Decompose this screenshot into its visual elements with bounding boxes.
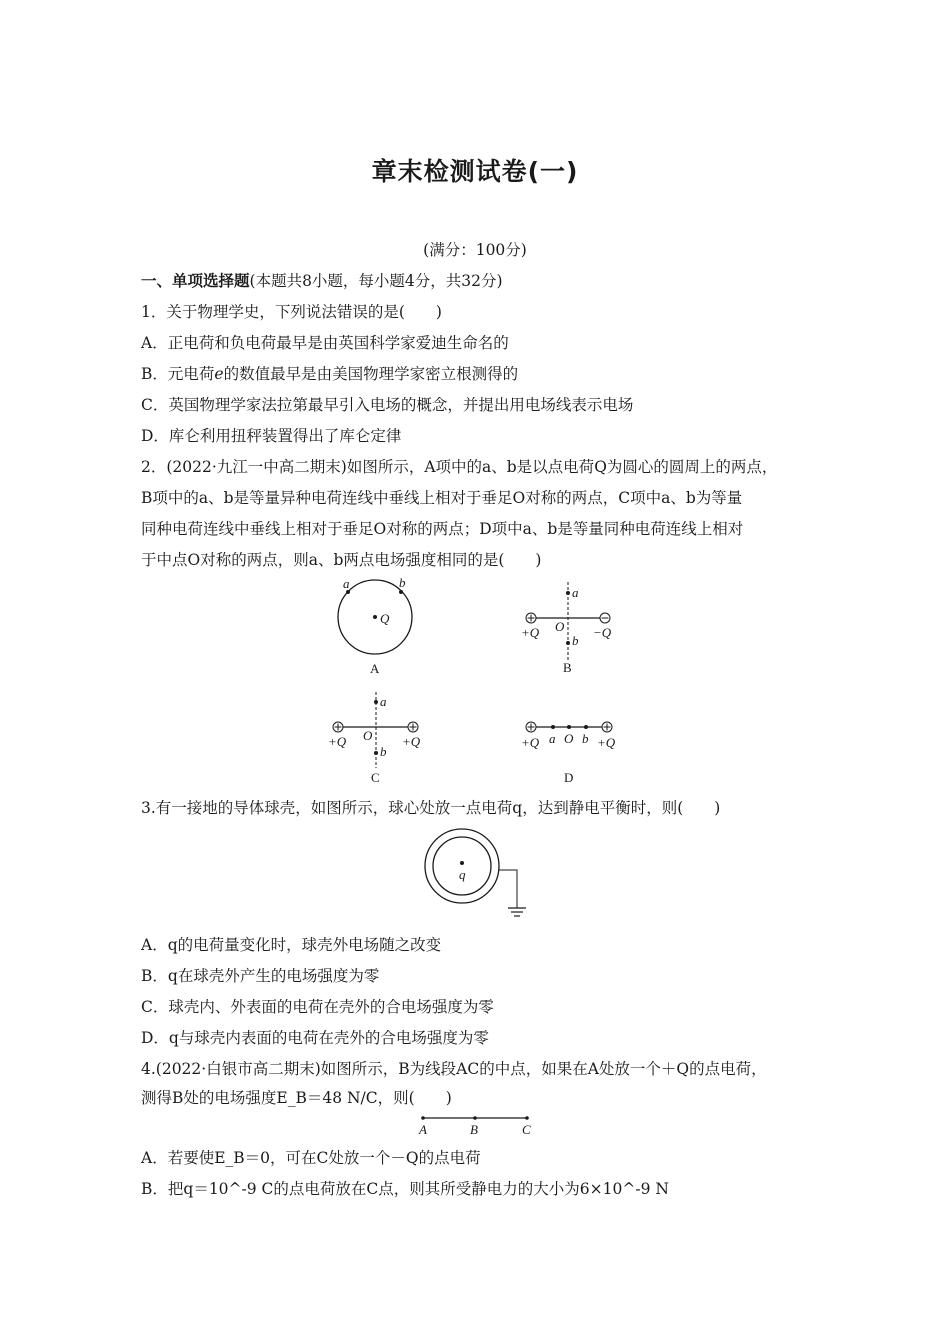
label-q: Q <box>380 611 390 626</box>
label-o: O <box>363 728 373 743</box>
label-b: b <box>572 633 579 648</box>
label-o: O <box>564 731 574 746</box>
q1-option-a: A．正电荷和负电荷最早是由英国科学家爱迪生命名的 <box>141 334 509 352</box>
point-a <box>421 1116 425 1120</box>
point-q <box>373 615 377 619</box>
point-charge <box>460 861 464 865</box>
label-left-charge: +Q <box>521 735 540 750</box>
label-q: q <box>459 867 466 882</box>
section-title: 一、单项选择题 <box>141 272 250 290</box>
q1-option-d: D．库仑利用扭秤装置得出了库仑定律 <box>141 427 402 445</box>
q1-b-post: 的数值最早是由美国物理学家密立根测得的 <box>223 365 519 383</box>
q4-stem-line2: 测得B处的电场强度E_B＝48 N/C，则( ) <box>141 1089 452 1107</box>
label-a: a <box>343 576 350 591</box>
q1-stem: 1．关于物理学史，下列说法错误的是( ) <box>141 303 442 321</box>
label-c: C <box>522 1122 531 1137</box>
q2-stem-line3: 同种电荷连线中垂线上相对于垂足O对称的两点；D项中a、b是等量同种电荷连线上相对 <box>141 520 744 538</box>
q2-figure-b <box>515 580 625 680</box>
q4-stem-line1: 4.(2022·白银市高二期末)如图所示，B为线段AC的中点，如果在A处放一个＋Q的点电荷， <box>141 1060 767 1078</box>
point-a <box>566 591 570 595</box>
caption-b: B <box>563 660 572 675</box>
q3-option-a: A．q的电荷量变化时，球壳外电场随之改变 <box>141 936 442 954</box>
caption-c: C <box>371 770 380 785</box>
point-a <box>374 700 378 704</box>
section-note: (本题共8小题，每小题4分，共32分) <box>249 272 503 290</box>
ground-icon <box>508 908 526 916</box>
point-a <box>551 725 555 729</box>
point-c <box>525 1116 529 1120</box>
q3-option-b: B．q在球壳外产生的电场强度为零 <box>141 967 380 985</box>
q4-option-a: A．若要使E_B＝0，可在C处放一个－Q的点电荷 <box>141 1149 481 1167</box>
caption-d: D <box>564 770 574 785</box>
label-left-charge: +Q <box>328 734 347 749</box>
q1-b-var: e <box>214 365 224 383</box>
q2-stem-line2: B项中的a、b是等量异种电荷连线中垂线上相对于垂足O对称的两点，C项中a、b为等量 <box>141 489 743 507</box>
point-b <box>566 641 570 645</box>
q3-figure-shell <box>420 825 535 925</box>
point-b <box>584 725 588 729</box>
q3-stem: 3.有一接地的导体球壳，如图所示，球心处放一点电荷q，达到静电平衡时，则( ) <box>141 799 721 817</box>
q2-figure-c <box>322 690 432 790</box>
caption-a: A <box>370 661 380 676</box>
q4-option-b: B．把q＝10^-9 C的点电荷放在C点，则其所受静电力的大小为6×10^-9 N <box>141 1180 669 1198</box>
label-a: a <box>549 731 556 746</box>
label-right-charge: +Q <box>402 734 421 749</box>
inner-shell <box>433 837 491 895</box>
q3-option-c: C．球壳内、外表面的电荷在壳外的合电场强度为零 <box>141 998 494 1016</box>
q2-figure-a <box>325 572 425 680</box>
score-note: (满分：100分) <box>423 241 527 259</box>
label-left-charge: +Q <box>521 625 540 640</box>
q2-figure-d <box>515 715 625 790</box>
label-b: b <box>399 575 406 590</box>
q2-stem-line4: 于中点O对称的两点，则a、b两点电场强度相同的是( ) <box>141 551 542 569</box>
label-right-charge: +Q <box>597 735 616 750</box>
page-title: 章末检测试卷(一) <box>371 157 579 186</box>
ground-wire <box>499 870 517 908</box>
q3-option-d: D．q与球壳内表面的电荷在壳外的合电场强度为零 <box>141 1029 489 1047</box>
label-b: b <box>380 744 387 759</box>
q1-option-c: C．英国物理学家法拉第最早引入电场的概念，并提出用电场线表示电场 <box>141 396 634 414</box>
label-a: a <box>572 585 579 600</box>
q1-option-b <box>141 364 518 384</box>
label-b: B <box>470 1122 478 1137</box>
label-a: a <box>380 694 387 709</box>
label-a: A <box>419 1122 427 1137</box>
point-b <box>374 751 378 755</box>
q1-b-pre: B．元电荷 <box>141 365 215 383</box>
point-b <box>399 590 403 594</box>
section-heading <box>141 271 503 291</box>
q2-stem-line1: 2．(2022·九江一中高二期末)如图所示，A项中的a、b是以点电荷Q为圆心的圆周上的两点， <box>141 458 778 476</box>
point-o <box>567 725 571 729</box>
label-b: b <box>582 731 589 746</box>
q4-figure-line <box>415 1110 540 1138</box>
outer-shell <box>425 829 499 903</box>
label-right-charge: −Q <box>593 625 612 640</box>
point-b <box>473 1116 477 1120</box>
label-o: O <box>555 619 565 634</box>
